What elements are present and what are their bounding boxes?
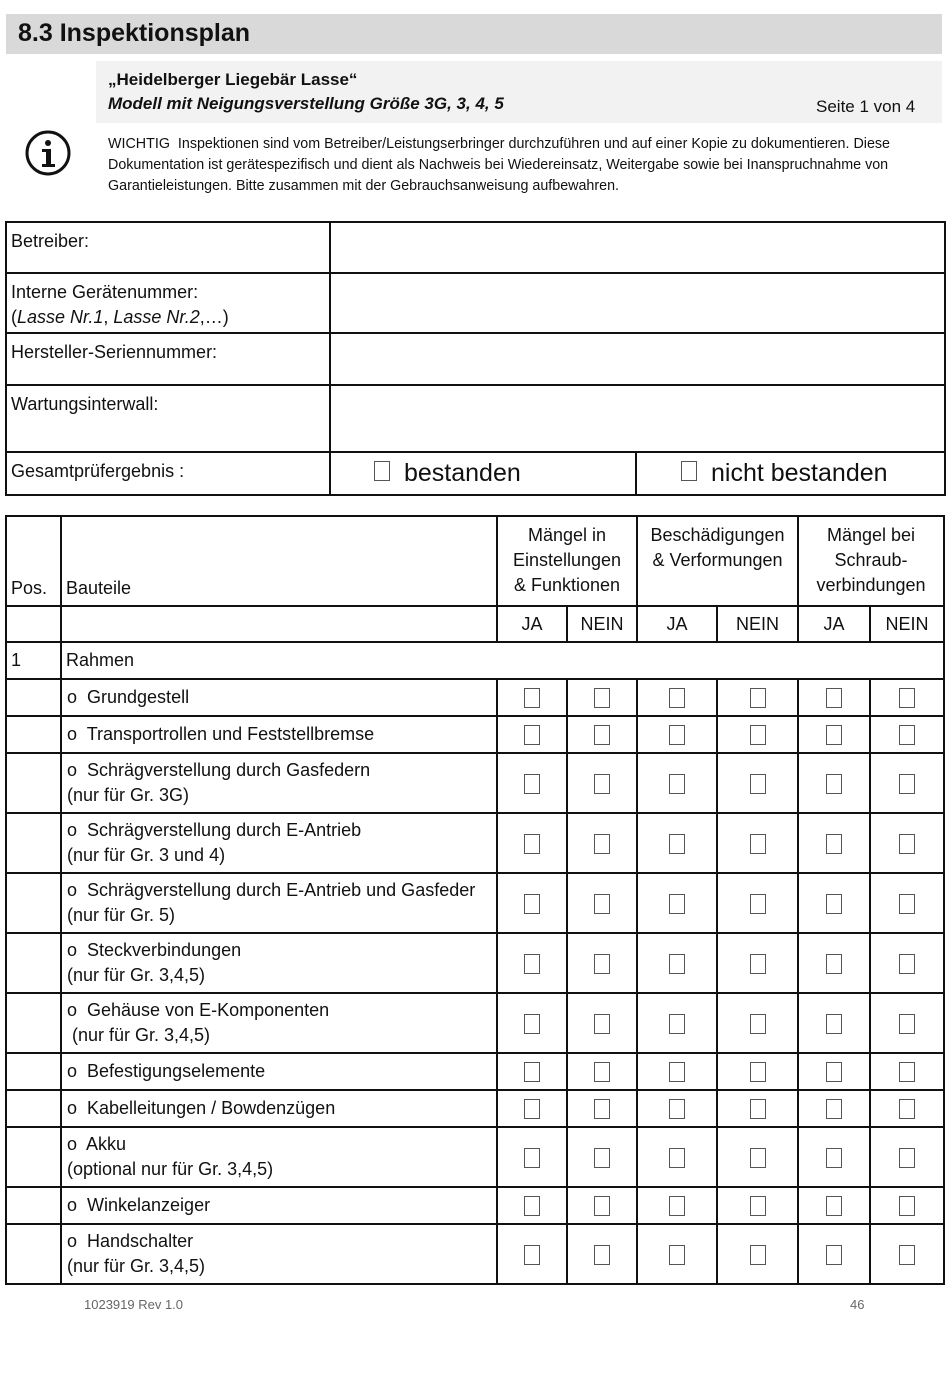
group-header-screws: Mängel bei Schraub- verbindungen: [798, 516, 944, 606]
screws-no-checkbox[interactable]: [899, 1196, 915, 1216]
damage-yes-cell: [637, 813, 717, 873]
part-note: (nur für Gr. 3,4,5): [67, 965, 206, 985]
damage-yes-checkbox[interactable]: [669, 1099, 685, 1119]
screws-no-checkbox[interactable]: [899, 834, 915, 854]
settings-no-checkbox[interactable]: [594, 834, 610, 854]
settings-yes-cell: [497, 993, 567, 1053]
damage-yes-cell: [637, 1127, 717, 1187]
damage-yes-checkbox[interactable]: [669, 1014, 685, 1034]
screws-yes-checkbox[interactable]: [826, 894, 842, 914]
screws-no-cell: [870, 716, 944, 753]
table-row: [6, 716, 944, 753]
table-row: [6, 873, 944, 933]
maintenance-interval-field[interactable]: [330, 385, 945, 452]
settings-yes-checkbox[interactable]: [524, 1014, 540, 1034]
failed-label: nicht bestanden: [711, 459, 888, 487]
part-note: (nur für Gr. 5): [67, 905, 176, 925]
settings-yes-checkbox[interactable]: [524, 954, 540, 974]
damage-no-cell: [717, 993, 798, 1053]
screws-yes-cell: [798, 753, 870, 813]
part-name: o Schrägverstellung durch E-Antrieb und Gasfeder: [67, 880, 476, 900]
product-model: Modell mit Neigungsverstellung Größe 3G, 3, 4, 5: [108, 94, 504, 113]
damage-yes-cell: [637, 1224, 717, 1284]
part-cell: [61, 993, 497, 1053]
settings-yes-checkbox[interactable]: [524, 1062, 540, 1082]
settings-yes-cell: [497, 1224, 567, 1284]
part-cell: [61, 813, 497, 873]
screws-yes-checkbox[interactable]: [826, 1099, 842, 1119]
table-row: [6, 1090, 944, 1127]
settings-no-cell: [567, 1224, 637, 1284]
settings-no-cell: [567, 1090, 637, 1127]
damage-no-checkbox[interactable]: [750, 1099, 766, 1119]
operator-label: Betreiber:: [6, 222, 330, 273]
result-failed[interactable]: [636, 452, 945, 495]
settings-no-cell: [567, 873, 637, 933]
part-cell: [61, 1127, 497, 1187]
no-header: NEIN: [717, 606, 798, 642]
screws-no-cell: [870, 993, 944, 1053]
failed-checkbox[interactable]: [681, 461, 697, 481]
part-name: o Befestigungselemente: [67, 1061, 266, 1081]
screws-yes-cell: [798, 933, 870, 993]
part-cell: [61, 1224, 497, 1284]
section-pos: 1: [6, 642, 61, 679]
section-name: Rahmen: [61, 642, 944, 679]
settings-no-checkbox[interactable]: [594, 725, 610, 745]
screws-no-cell: [870, 1090, 944, 1127]
page-number: 46: [850, 1297, 865, 1312]
screws-yes-checkbox[interactable]: [826, 1148, 842, 1168]
damage-no-cell: [717, 1053, 798, 1090]
table-row: [6, 679, 944, 716]
settings-yes-checkbox[interactable]: [524, 1099, 540, 1119]
damage-yes-checkbox[interactable]: [669, 834, 685, 854]
screws-yes-cell: [798, 873, 870, 933]
screws-yes-checkbox[interactable]: [826, 774, 842, 794]
empty-cell: [6, 606, 61, 642]
screws-no-cell: [870, 873, 944, 933]
screws-no-checkbox[interactable]: [899, 774, 915, 794]
screws-yes-checkbox[interactable]: [826, 1014, 842, 1034]
damage-yes-cell: [637, 1187, 717, 1224]
serial-number-label: Hersteller-Seriennummer:: [6, 333, 330, 385]
damage-yes-cell: [637, 679, 717, 716]
damage-no-cell: [717, 873, 798, 933]
screws-no-checkbox[interactable]: [899, 1062, 915, 1082]
damage-yes-checkbox[interactable]: [669, 774, 685, 794]
damage-no-cell: [717, 813, 798, 873]
empty-cell: [61, 606, 497, 642]
screws-yes-cell: [798, 1127, 870, 1187]
part-name: o Handschalter: [67, 1231, 194, 1251]
damage-no-cell: [717, 753, 798, 813]
screws-no-cell: [870, 1053, 944, 1090]
screws-no-cell: [870, 813, 944, 873]
damage-yes-checkbox[interactable]: [669, 725, 685, 745]
screws-yes-cell: [798, 716, 870, 753]
settings-yes-cell: [497, 1053, 567, 1090]
settings-yes-checkbox[interactable]: [524, 1148, 540, 1168]
damage-no-cell: [717, 679, 798, 716]
damage-yes-cell: [637, 1053, 717, 1090]
part-cell: [61, 1090, 497, 1127]
settings-no-cell: [567, 1127, 637, 1187]
settings-yes-checkbox[interactable]: [524, 894, 540, 914]
settings-no-checkbox[interactable]: [594, 954, 610, 974]
pos-cell: [6, 933, 61, 993]
settings-no-cell: [567, 679, 637, 716]
screws-yes-checkbox[interactable]: [826, 1062, 842, 1082]
screws-yes-cell: [798, 813, 870, 873]
part-name: o Schrägverstellung durch Gasfedern: [67, 760, 371, 780]
settings-no-checkbox[interactable]: [594, 1196, 610, 1216]
screws-no-checkbox[interactable]: [899, 1099, 915, 1119]
screws-yes-checkbox[interactable]: [826, 688, 842, 708]
screws-yes-checkbox[interactable]: [826, 954, 842, 974]
overall-result-label: Gesamtprüfergebnis :: [6, 452, 330, 495]
pos-cell: [6, 993, 61, 1053]
pos-cell: [6, 1127, 61, 1187]
settings-yes-checkbox[interactable]: [524, 688, 540, 708]
damage-yes-cell: [637, 873, 717, 933]
damage-no-checkbox[interactable]: [750, 834, 766, 854]
settings-no-cell: [567, 993, 637, 1053]
screws-no-cell: [870, 1224, 944, 1284]
pos-cell: [6, 1090, 61, 1127]
part-name: o Steckverbindungen: [67, 940, 242, 960]
settings-yes-cell: [497, 1187, 567, 1224]
settings-yes-cell: [497, 873, 567, 933]
table-row: [6, 1127, 944, 1187]
settings-yes-checkbox[interactable]: [524, 774, 540, 794]
damage-no-checkbox[interactable]: [750, 1196, 766, 1216]
result-passed[interactable]: [330, 452, 636, 495]
settings-no-checkbox[interactable]: [594, 774, 610, 794]
important-text: Inspektionen sind vom Betreiber/Leistungserbringer durchzuführen und auf einer Kopie zu dokumentieren. Diese Dokumentation ist gerätespezifisch und dient als Nachweis bei Wiedereinsatz, Weitergabe sowie bei Inanspruchnahme von Garantieleistungen. Bitte zusammen mit der Gebrauchsanweisung aufbewahren.: [108, 136, 891, 194]
screws-no-checkbox[interactable]: [899, 1245, 915, 1265]
damage-no-checkbox[interactable]: [750, 688, 766, 708]
part-name: o Akku: [67, 1134, 127, 1154]
screws-yes-cell: [798, 679, 870, 716]
part-cell: [61, 716, 497, 753]
settings-yes-checkbox[interactable]: [524, 725, 540, 745]
pos-header: Pos.: [6, 516, 61, 606]
passed-label: bestanden: [404, 459, 521, 487]
document-revision: 1023919 Rev 1.0: [84, 1297, 184, 1312]
part-note: (nur für Gr. 3,4,5): [67, 1256, 206, 1276]
screws-yes-cell: [798, 1090, 870, 1127]
group-header-settings: Mängel in Einstellungen & Funktionen: [497, 516, 637, 606]
part-cell: [61, 753, 497, 813]
table-row: [6, 753, 944, 813]
settings-no-checkbox[interactable]: [594, 1062, 610, 1082]
settings-yes-cell: [497, 1127, 567, 1187]
part-name: o Winkelanzeiger: [67, 1195, 211, 1215]
table-row: [6, 993, 944, 1053]
settings-yes-checkbox[interactable]: [524, 1196, 540, 1216]
damage-no-cell: [717, 1090, 798, 1127]
group-header-damage: Beschädigungen & Verformungen: [637, 516, 798, 606]
part-cell: [61, 933, 497, 993]
settings-yes-cell: [497, 813, 567, 873]
damage-yes-cell: [637, 716, 717, 753]
screws-yes-checkbox[interactable]: [826, 834, 842, 854]
screws-no-cell: [870, 679, 944, 716]
part-cell: [61, 873, 497, 933]
part-name: o Kabelleitungen / Bowdenzügen: [67, 1098, 336, 1118]
settings-yes-cell: [497, 1090, 567, 1127]
pos-cell: [6, 753, 61, 813]
screws-yes-checkbox[interactable]: [826, 1196, 842, 1216]
part-note: (nur für Gr. 3 und 4): [67, 845, 226, 865]
pos-cell: [6, 1224, 61, 1284]
screws-no-checkbox[interactable]: [899, 954, 915, 974]
operator-field[interactable]: [330, 222, 945, 273]
yes-header: JA: [798, 606, 870, 642]
damage-no-checkbox[interactable]: [750, 1014, 766, 1034]
pos-cell: [6, 873, 61, 933]
damage-no-cell: [717, 716, 798, 753]
damage-yes-checkbox[interactable]: [669, 688, 685, 708]
damage-no-cell: [717, 933, 798, 993]
internal-number-label: [6, 273, 330, 333]
settings-no-cell: [567, 753, 637, 813]
important-notice: [108, 134, 928, 197]
no-header: NEIN: [870, 606, 944, 642]
table-row: [6, 813, 944, 873]
damage-no-checkbox[interactable]: [750, 725, 766, 745]
screws-no-checkbox[interactable]: [899, 1148, 915, 1168]
damage-no-cell: [717, 1224, 798, 1284]
settings-no-cell: [567, 813, 637, 873]
damage-no-cell: [717, 1127, 798, 1187]
damage-yes-cell: [637, 933, 717, 993]
damage-no-checkbox[interactable]: [750, 1245, 766, 1265]
damage-yes-checkbox[interactable]: [669, 1062, 685, 1082]
screws-yes-cell: [798, 1224, 870, 1284]
settings-yes-checkbox[interactable]: [524, 1245, 540, 1265]
settings-no-checkbox[interactable]: [594, 1099, 610, 1119]
pos-cell: [6, 1187, 61, 1224]
screws-no-cell: [870, 1127, 944, 1187]
damage-no-checkbox[interactable]: [750, 1062, 766, 1082]
screws-no-checkbox[interactable]: [899, 894, 915, 914]
damage-no-checkbox[interactable]: [750, 1148, 766, 1168]
maintenance-interval-label: Wartungsinterwall:: [6, 385, 330, 452]
pos-cell: [6, 716, 61, 753]
damage-yes-cell: [637, 993, 717, 1053]
screws-no-checkbox[interactable]: [899, 1014, 915, 1034]
settings-yes-cell: [497, 933, 567, 993]
part-name: o Gehäuse von E-Komponenten: [67, 1000, 330, 1020]
damage-yes-checkbox[interactable]: [669, 1196, 685, 1216]
part-note: (optional nur für Gr. 3,4,5): [67, 1159, 274, 1179]
settings-no-cell: [567, 1053, 637, 1090]
screws-yes-checkbox[interactable]: [826, 1245, 842, 1265]
part-name: o Grundgestell: [67, 687, 190, 707]
screws-no-cell: [870, 753, 944, 813]
part-cell: [61, 1187, 497, 1224]
part-cell: [61, 679, 497, 716]
section-title: 8.3 Inspektionsplan: [18, 19, 251, 47]
settings-yes-cell: [497, 679, 567, 716]
screws-yes-cell: [798, 993, 870, 1053]
settings-no-checkbox[interactable]: [594, 1245, 610, 1265]
part-name: o Transportrollen und Feststellbremse: [67, 724, 375, 744]
screws-yes-cell: [798, 1187, 870, 1224]
part-cell: [61, 1053, 497, 1090]
part-name: o Schrägverstellung durch E-Antrieb: [67, 820, 362, 840]
table-row: [6, 933, 944, 993]
damage-yes-checkbox[interactable]: [669, 894, 685, 914]
table-row: [6, 1053, 944, 1090]
settings-no-checkbox[interactable]: [594, 894, 610, 914]
damage-yes-cell: [637, 1090, 717, 1127]
inspection-table: [5, 515, 945, 1285]
settings-yes-cell: [497, 716, 567, 753]
table-row: [6, 1187, 944, 1224]
device-info-table: [5, 221, 946, 496]
yes-header: JA: [637, 606, 717, 642]
serial-number-field[interactable]: [330, 333, 945, 385]
yes-header: JA: [497, 606, 567, 642]
screws-no-checkbox[interactable]: [899, 725, 915, 745]
pos-cell: [6, 679, 61, 716]
screws-yes-checkbox[interactable]: [826, 725, 842, 745]
damage-yes-checkbox[interactable]: [669, 954, 685, 974]
passed-checkbox[interactable]: [374, 461, 390, 481]
settings-no-cell: [567, 933, 637, 993]
internal-number-field[interactable]: [330, 273, 945, 333]
parts-header: Bauteile: [61, 516, 497, 606]
pos-cell: [6, 813, 61, 873]
settings-yes-cell: [497, 753, 567, 813]
product-name: „Heidelberger Liegebär Lasse“: [108, 70, 358, 89]
page-counter: Seite 1 von 4: [816, 97, 916, 116]
settings-yes-checkbox[interactable]: [524, 834, 540, 854]
part-note: (nur für Gr. 3G): [67, 785, 190, 805]
settings-no-checkbox[interactable]: [594, 688, 610, 708]
damage-yes-checkbox[interactable]: [669, 1245, 685, 1265]
internal-number-hint: (Lasse Nr.1, Lasse Nr.2,…): [11, 307, 229, 327]
no-header: NEIN: [567, 606, 637, 642]
damage-yes-checkbox[interactable]: [669, 1148, 685, 1168]
important-keyword: WICHTIG: [108, 136, 170, 152]
screws-yes-cell: [798, 1053, 870, 1090]
pos-cell: [6, 1053, 61, 1090]
damage-yes-cell: [637, 753, 717, 813]
settings-no-checkbox[interactable]: [594, 1148, 610, 1168]
settings-no-cell: [567, 1187, 637, 1224]
damage-no-checkbox[interactable]: [750, 954, 766, 974]
damage-no-checkbox[interactable]: [750, 894, 766, 914]
internal-number-title: Interne Gerätenummer:: [11, 282, 199, 302]
settings-no-checkbox[interactable]: [594, 1014, 610, 1034]
damage-no-cell: [717, 1187, 798, 1224]
damage-no-checkbox[interactable]: [750, 774, 766, 794]
settings-no-cell: [567, 716, 637, 753]
screws-no-cell: [870, 933, 944, 993]
info-icon: [25, 130, 71, 176]
part-note: (nur für Gr. 3,4,5): [67, 1025, 211, 1045]
screws-no-cell: [870, 1187, 944, 1224]
screws-no-checkbox[interactable]: [899, 688, 915, 708]
table-row: [6, 1224, 944, 1284]
